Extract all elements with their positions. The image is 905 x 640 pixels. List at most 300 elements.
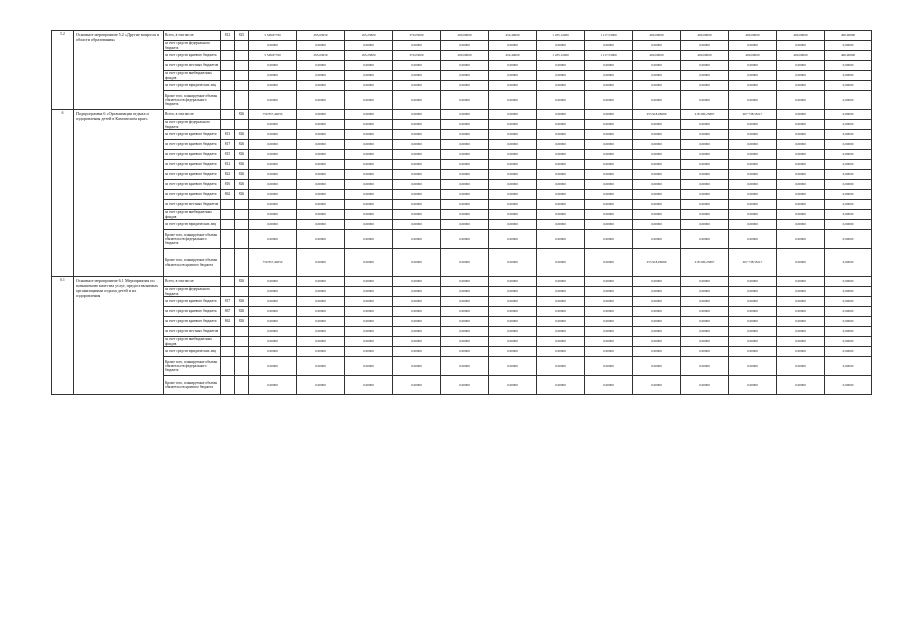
amount-cell: 0,00000 — [393, 317, 441, 327]
table-row — [52, 230, 872, 249]
amount-cell: 0,00000 — [825, 180, 872, 190]
amount-cell: 0,00000 — [825, 41, 872, 51]
amount-cell: 0,00000 — [249, 200, 297, 210]
amount-cell: 0,00000 — [825, 337, 872, 347]
amount-cell: 0,00000 — [777, 230, 825, 249]
amount-cell: 0,00000 — [537, 150, 585, 160]
amount-cell: 0,00000 — [825, 376, 872, 395]
amount-cell: 0,00000 — [681, 91, 729, 110]
amount-cell: 200,00000 — [441, 51, 489, 61]
grbs-code: 812 — [221, 31, 235, 41]
amount-cell: 0,00000 — [729, 297, 777, 307]
amount-cell: 0,00000 — [537, 337, 585, 347]
amount-cell: 0,00000 — [585, 120, 633, 130]
amount-cell: 0,00000 — [537, 140, 585, 150]
grbs-code — [221, 327, 235, 337]
amount-cell: 0,00000 — [585, 357, 633, 376]
amount-cell: 0,00000 — [681, 337, 729, 347]
amount-cell: 0,00000 — [681, 170, 729, 180]
grbs-code — [221, 41, 235, 51]
amount-cell: 0,00000 — [825, 277, 872, 287]
amount-cell: 0,00000 — [249, 120, 297, 130]
funding-source: Всего, в том числе: — [164, 110, 221, 120]
amount-cell: 0,00000 — [633, 347, 681, 357]
amount-cell: 0,00000 — [681, 210, 729, 220]
amount-cell: 0,00000 — [777, 287, 825, 297]
amount-cell: 400,00000 — [681, 51, 729, 61]
section-code — [235, 120, 249, 130]
amount-cell: 0,00000 — [585, 91, 633, 110]
amount-cell: 0,00000 — [249, 160, 297, 170]
table-row — [52, 120, 872, 130]
amount-cell: 0,00000 — [297, 317, 345, 327]
amount-cell: 0,00000 — [297, 91, 345, 110]
amount-cell: 0,00000 — [777, 210, 825, 220]
amount-cell: 0,00000 — [441, 317, 489, 327]
table-row — [52, 180, 872, 190]
funding-source: Кроме того, планируемые объемы обязательств краевого бюджета — [164, 376, 221, 395]
amount-cell: 0,00000 — [297, 110, 345, 120]
section-code: 826 — [235, 190, 249, 200]
amount-cell: 0,00000 — [585, 287, 633, 297]
amount-cell: 0,00000 — [729, 210, 777, 220]
amount-cell: 0,00000 — [777, 180, 825, 190]
amount-cell: 0,00000 — [393, 307, 441, 317]
grbs-code — [221, 230, 235, 249]
funding-source: за счет средств юридических лиц — [164, 220, 221, 230]
funding-source: Всего, в том числе: — [164, 31, 221, 41]
amount-cell: 0,00000 — [345, 357, 393, 376]
section-code — [235, 91, 249, 110]
amount-cell: 0,00000 — [729, 71, 777, 81]
amount-cell: 0,00000 — [297, 287, 345, 297]
amount-cell: 0,00000 — [345, 91, 393, 110]
amount-cell: 0,00000 — [585, 170, 633, 180]
amount-cell: 0,00000 — [633, 61, 681, 71]
amount-cell: 452,40000 — [489, 31, 537, 41]
amount-cell: 0,00000 — [729, 180, 777, 190]
amount-cell: 0,00000 — [537, 180, 585, 190]
amount-cell: 0,00000 — [777, 61, 825, 71]
amount-cell: 0,00000 — [825, 230, 872, 249]
amount-cell: 0,00000 — [249, 61, 297, 71]
funding-source: за счет средств краевого бюджета — [164, 190, 221, 200]
amount-cell: 0,00000 — [441, 140, 489, 150]
amount-cell: 0,00000 — [633, 150, 681, 160]
amount-cell: 0,00000 — [297, 337, 345, 347]
amount-cell: 0,00000 — [297, 120, 345, 130]
amount-cell: 0,00000 — [489, 297, 537, 307]
amount-cell: 0,00000 — [777, 307, 825, 317]
amount-cell: 200,00000 — [441, 31, 489, 41]
amount-cell: 0,00000 — [441, 91, 489, 110]
amount-cell: 0,00000 — [489, 337, 537, 347]
funding-source: за счет средств юридических лиц — [164, 347, 221, 357]
amount-cell: 0,00000 — [345, 287, 393, 297]
amount-cell: 0,00000 — [825, 160, 872, 170]
amount-cell: 0,00000 — [249, 130, 297, 140]
amount-cell: 0,00000 — [681, 200, 729, 210]
amount-cell: 0,00000 — [585, 376, 633, 395]
amount-cell: 0,00000 — [777, 200, 825, 210]
amount-cell: 0,00000 — [777, 277, 825, 287]
table-row — [52, 71, 872, 81]
amount-cell: 0,00000 — [489, 81, 537, 91]
amount-cell: 0,00000 — [729, 347, 777, 357]
amount-cell: 0,00000 — [249, 41, 297, 51]
amount-cell: 0,00000 — [729, 140, 777, 150]
funding-source: за счет средств местных бюджетов — [164, 61, 221, 71]
section-code: 826 — [235, 297, 249, 307]
amount-cell: 0,00000 — [777, 140, 825, 150]
amount-cell: 0,00000 — [681, 327, 729, 337]
amount-cell: 0,00000 — [537, 210, 585, 220]
table-row — [52, 130, 872, 140]
amount-cell: 0,00000 — [249, 150, 297, 160]
amount-cell: 0,00000 — [681, 150, 729, 160]
amount-cell: 0,00000 — [345, 130, 393, 140]
amount-cell: 0,00000 — [537, 170, 585, 180]
amount-cell: 0,00000 — [345, 210, 393, 220]
amount-cell: 0,00000 — [345, 110, 393, 120]
amount-cell: 400,00000 — [681, 31, 729, 41]
amount-cell: 0,00000 — [393, 277, 441, 287]
amount-cell: 0,00000 — [729, 317, 777, 327]
section-title: Подпрограмма 6 «Организация отдыха и оздоровления детей в Камчатском крае» — [74, 110, 164, 277]
amount-cell: 0,00000 — [633, 230, 681, 249]
amount-cell: 0,00000 — [729, 277, 777, 287]
amount-cell: 0,00000 — [729, 190, 777, 200]
amount-cell: 0,00000 — [489, 120, 537, 130]
amount-cell: 0,00000 — [681, 61, 729, 71]
amount-cell: 0,00000 — [489, 130, 537, 140]
amount-cell: 0,00000 — [249, 190, 297, 200]
section-code — [235, 357, 249, 376]
amount-cell: 0,00000 — [681, 287, 729, 297]
amount-cell: 0,00000 — [393, 287, 441, 297]
amount-cell: 0,00000 — [825, 81, 872, 91]
grbs-code: 815 — [221, 150, 235, 160]
amount-cell: 0,00000 — [537, 347, 585, 357]
amount-cell: 0,00000 — [297, 307, 345, 317]
amount-cell: 0,00000 — [633, 376, 681, 395]
table-row — [52, 160, 872, 170]
amount-cell: 0,00000 — [585, 180, 633, 190]
amount-cell: 0,00000 — [681, 130, 729, 140]
amount-cell: 0,00000 — [345, 376, 393, 395]
amount-cell: 0,00000 — [729, 160, 777, 170]
amount-cell: 0,00000 — [489, 317, 537, 327]
grbs-code: 813 — [221, 130, 235, 140]
amount-cell: 0,00000 — [585, 297, 633, 307]
table-row — [52, 327, 872, 337]
amount-cell: 0,00000 — [249, 277, 297, 287]
amount-cell: 400,00000 — [633, 51, 681, 61]
amount-cell: 0,00000 — [345, 160, 393, 170]
section-code: 826 — [235, 130, 249, 140]
amount-cell: 0,00000 — [729, 200, 777, 210]
amount-cell: 0,00000 — [681, 120, 729, 130]
grbs-code — [221, 277, 235, 287]
table-row — [52, 287, 872, 297]
amount-cell: 0,00000 — [489, 110, 537, 120]
amount-cell: 3 548,87760 — [249, 31, 297, 41]
table-row — [52, 170, 872, 180]
grbs-code: 817 — [221, 297, 235, 307]
amount-cell: 0,00000 — [345, 337, 393, 347]
amount-cell: 0,00000 — [825, 200, 872, 210]
amount-cell: 370,05000 — [393, 51, 441, 61]
funding-source: за счет средств внебюджетных фондов — [164, 210, 221, 220]
amount-cell: 0,00000 — [777, 327, 825, 337]
section-title: Основное мероприятие 6.1 Мероприятия по повышению качества услуг, предоставляемых организациями отдыха детей и их оздоровления — [74, 277, 164, 395]
amount-cell: 0,00000 — [537, 230, 585, 249]
amount-cell: 0,00000 — [393, 220, 441, 230]
amount-cell: 0,00000 — [825, 120, 872, 130]
amount-cell: 0,00000 — [681, 357, 729, 376]
amount-cell: 0,00000 — [633, 190, 681, 200]
funding-source: за счет средств краевого бюджета — [164, 150, 221, 160]
amount-cell: 0,00000 — [249, 140, 297, 150]
grbs-code — [221, 61, 235, 71]
amount-cell: 1 185,12000 — [537, 31, 585, 41]
amount-cell: 0,00000 — [297, 277, 345, 287]
amount-cell: 0,00000 — [345, 317, 393, 327]
amount-cell: 0,00000 — [489, 140, 537, 150]
section-code — [235, 41, 249, 51]
amount-cell: 0,00000 — [633, 200, 681, 210]
amount-cell: 253 918,66066 — [633, 110, 681, 120]
amount-cell: 0,00000 — [249, 170, 297, 180]
amount-cell: 0,00000 — [441, 160, 489, 170]
table-row — [52, 249, 872, 277]
amount-cell: 0,00000 — [345, 140, 393, 150]
amount-cell: 0,00000 — [249, 81, 297, 91]
amount-cell: 3 548,87760 — [249, 51, 297, 61]
amount-cell: 0,00000 — [825, 61, 872, 71]
table-row — [52, 376, 872, 395]
amount-cell: 0,00000 — [345, 170, 393, 180]
section-code: 826 — [235, 180, 249, 190]
amount-cell: 0,00000 — [441, 357, 489, 376]
amount-cell: 0,00000 — [345, 297, 393, 307]
amount-cell: 0,00000 — [537, 130, 585, 140]
amount-cell: 0,00000 — [729, 327, 777, 337]
section-code — [235, 210, 249, 220]
amount-cell: 0,00000 — [585, 61, 633, 71]
table-row — [52, 337, 872, 347]
amount-cell: 0,00000 — [489, 327, 537, 337]
amount-cell: 0,00000 — [681, 297, 729, 307]
amount-cell: 0,00000 — [537, 376, 585, 395]
funding-source: за счет средств федерального бюджета — [164, 41, 221, 51]
section-number: 5.2 — [52, 31, 74, 110]
amount-cell: 0,00000 — [633, 160, 681, 170]
amount-cell: 0,00000 — [297, 249, 345, 277]
section-code: 826 — [235, 110, 249, 120]
amount-cell: 0,00000 — [777, 337, 825, 347]
amount-cell: 0,00000 — [441, 61, 489, 71]
grbs-code — [221, 287, 235, 297]
table-row — [52, 31, 872, 41]
amount-cell: 0,00000 — [585, 337, 633, 347]
amount-cell: 0,00000 — [537, 249, 585, 277]
amount-cell: 0,00000 — [777, 376, 825, 395]
amount-cell: 0,00000 — [681, 180, 729, 190]
amount-cell: 0,00000 — [681, 230, 729, 249]
amount-cell: 0,00000 — [441, 307, 489, 317]
amount-cell: 0,00000 — [537, 61, 585, 71]
amount-cell: 0,00000 — [537, 81, 585, 91]
amount-cell: 0,00000 — [393, 140, 441, 150]
amount-cell: 0,00000 — [393, 357, 441, 376]
amount-cell: 400,00000 — [825, 31, 872, 41]
amount-cell: 0,00000 — [777, 190, 825, 200]
amount-cell: 0,00000 — [345, 150, 393, 160]
table-row — [52, 277, 872, 287]
amount-cell: 0,00000 — [297, 160, 345, 170]
amount-cell: 0,00000 — [249, 287, 297, 297]
section-code: 826 — [235, 150, 249, 160]
section-code — [235, 327, 249, 337]
amount-cell: 0,00000 — [777, 120, 825, 130]
amount-cell: 0,00000 — [441, 297, 489, 307]
amount-cell: 0,00000 — [585, 110, 633, 120]
amount-cell: 0,00000 — [489, 307, 537, 317]
amount-cell: 452,40000 — [489, 51, 537, 61]
table-row — [52, 61, 872, 71]
table-row — [52, 140, 872, 150]
amount-cell: 0,00000 — [393, 170, 441, 180]
amount-cell: 0,00000 — [393, 190, 441, 200]
amount-cell: 0,00000 — [633, 297, 681, 307]
amount-cell: 0,00000 — [345, 180, 393, 190]
amount-cell: 0,00000 — [249, 220, 297, 230]
amount-cell: 0,00000 — [585, 150, 633, 160]
budget-table — [51, 30, 872, 395]
funding-source: за счет средств федерального бюджета — [164, 120, 221, 130]
amount-cell: 0,00000 — [729, 220, 777, 230]
amount-cell: 0,00000 — [681, 140, 729, 150]
grbs-code: 822 — [221, 170, 235, 180]
amount-cell: 267 738,58117 — [729, 249, 777, 277]
amount-cell: 0,00000 — [825, 297, 872, 307]
amount-cell: 0,00000 — [441, 71, 489, 81]
amount-cell: 0,00000 — [729, 41, 777, 51]
amount-cell: 0,00000 — [729, 307, 777, 317]
amount-cell: 0,00000 — [489, 287, 537, 297]
funding-source: за счет средств внебюджетных фондов — [164, 71, 221, 81]
table-row — [52, 110, 872, 120]
amount-cell: 0,00000 — [489, 160, 537, 170]
amount-cell: 0,00000 — [393, 41, 441, 51]
amount-cell: 0,00000 — [633, 120, 681, 130]
section-code: 825 — [235, 31, 249, 41]
amount-cell: 0,00000 — [585, 327, 633, 337]
amount-cell: 0,00000 — [633, 287, 681, 297]
grbs-code: 867 — [221, 307, 235, 317]
amount-cell: 0,00000 — [777, 357, 825, 376]
section-code — [235, 61, 249, 71]
amount-cell: 0,00000 — [585, 160, 633, 170]
amount-cell: 0,00000 — [441, 337, 489, 347]
amount-cell: 0,00000 — [393, 110, 441, 120]
amount-cell: 0,00000 — [633, 71, 681, 81]
grbs-code — [221, 81, 235, 91]
grbs-code — [221, 110, 235, 120]
amount-cell: 0,00000 — [345, 347, 393, 357]
amount-cell: 0,00000 — [489, 220, 537, 230]
amount-cell: 0,00000 — [633, 180, 681, 190]
amount-cell: 0,00000 — [393, 297, 441, 307]
amount-cell: 0,00000 — [489, 150, 537, 160]
table-row — [52, 41, 872, 51]
grbs-code: 817 — [221, 140, 235, 150]
amount-cell: 0,00000 — [585, 307, 633, 317]
funding-source: за счет средств внебюджетных фондов — [164, 337, 221, 347]
amount-cell: 0,00000 — [537, 317, 585, 327]
grbs-code — [221, 51, 235, 61]
amount-cell: 0,00000 — [393, 81, 441, 91]
amount-cell: 0,00000 — [345, 120, 393, 130]
amount-cell: 0,00000 — [825, 307, 872, 317]
table-row — [52, 200, 872, 210]
amount-cell: 0,00000 — [441, 249, 489, 277]
section-code — [235, 249, 249, 277]
section-code — [235, 81, 249, 91]
amount-cell: 0,00000 — [393, 61, 441, 71]
amount-cell: 0,00000 — [489, 277, 537, 287]
amount-cell: 0,00000 — [825, 220, 872, 230]
table-row — [52, 347, 872, 357]
grbs-code — [221, 347, 235, 357]
amount-cell: 0,00000 — [777, 297, 825, 307]
amount-cell: 0,00000 — [441, 170, 489, 180]
amount-cell: 0,00000 — [585, 81, 633, 91]
amount-cell: 0,00000 — [441, 277, 489, 287]
amount-cell: 0,00000 — [729, 337, 777, 347]
amount-cell: 0,00000 — [729, 287, 777, 297]
amount-cell: 1 117,53000 — [585, 51, 633, 61]
budget-table-sheet — [51, 30, 857, 395]
amount-cell: 0,00000 — [441, 180, 489, 190]
amount-cell: 0,00000 — [825, 130, 872, 140]
amount-cell: 0,00000 — [297, 170, 345, 180]
amount-cell: 0,00000 — [297, 220, 345, 230]
amount-cell: 253 918,66066 — [633, 249, 681, 277]
amount-cell: 0,00000 — [777, 220, 825, 230]
amount-cell: 0,00000 — [729, 130, 777, 140]
section-code — [235, 200, 249, 210]
amount-cell: 0,00000 — [633, 41, 681, 51]
funding-source: за счет средств федерального бюджета — [164, 287, 221, 297]
amount-cell: 0,00000 — [633, 337, 681, 347]
amount-cell: 400,00000 — [777, 31, 825, 41]
amount-cell: 0,00000 — [825, 287, 872, 297]
amount-cell: 0,00000 — [537, 357, 585, 376]
amount-cell: 0,00000 — [393, 200, 441, 210]
amount-cell: 0,00000 — [441, 41, 489, 51]
amount-cell: 0,00000 — [441, 287, 489, 297]
amount-cell: 295,63650 — [297, 31, 345, 41]
amount-cell: 0,00000 — [297, 140, 345, 150]
amount-cell: 0,00000 — [585, 317, 633, 327]
amount-cell: 0,00000 — [489, 357, 537, 376]
amount-cell: 0,00000 — [681, 71, 729, 81]
amount-cell: 0,00000 — [441, 120, 489, 130]
amount-cell: 0,00000 — [825, 210, 872, 220]
amount-cell: 0,00000 — [393, 91, 441, 110]
